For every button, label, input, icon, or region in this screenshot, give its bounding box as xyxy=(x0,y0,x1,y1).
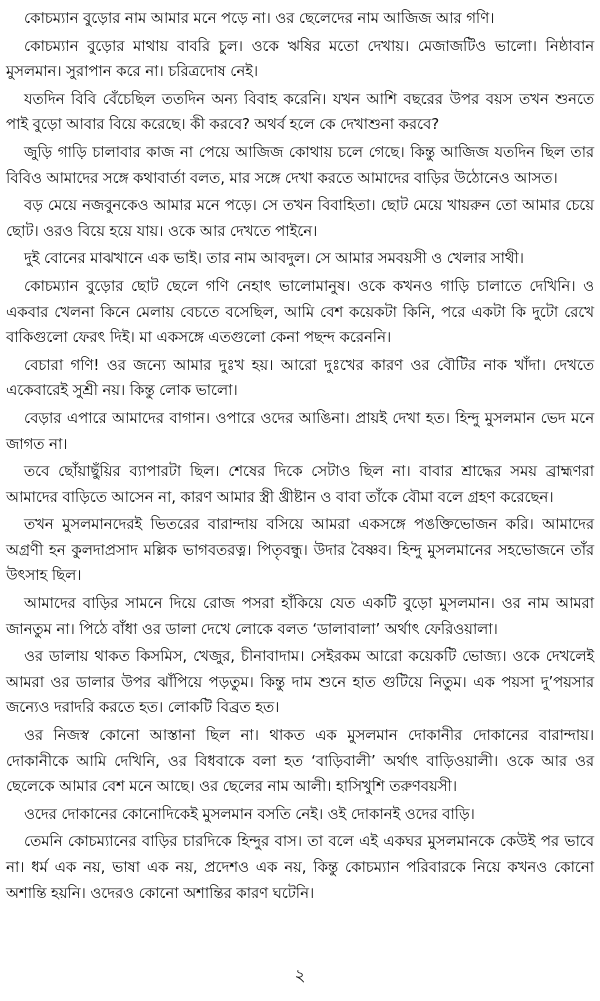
paragraph-1: কোচম্যান বুড়োর নাম আমার মনে পড়ে না। ওর ছেলেদের নাম আজিজ আর গণি। xyxy=(24,9,495,27)
paragraph-7: কোচম্যান বুড়োর ছোট ছেলে গণি নেহাৎ ভালোমানুষ। ওকে কখনও গাড়ি চালাতে দেখিনি। ও একবার খেলনা কিনে মেলায় বেচতে বসেছিল, আমি বেশ কয়েকটা কিনি, পরে একটা কি দুটো রেখে বাকিগুলো ফেরৎ দিই। মা একসঙ্গে এতগুলো কেনা পছন্দ করেননি। xyxy=(6,276,594,347)
paragraph-13: ওর ডালায় থাকত কিসমিস, খেজুর, চীনাবাদাম। সেইরকম আরো কয়েকটি ভোজ্য। ওকে দেখলেই আমরা ওর ডালার উপর ঝাঁপিয়ে পড়তুম। কিন্তু দাম শুনে হাত গুটিয়ে নিতুম। এক পয়সা দু’পয়সার জন্যেও দরাদরি করতে হত। লোকটি বিব্রত হত। xyxy=(6,647,594,717)
paragraph-2: কোচম্যান বুড়োর মাথায় বাবরি চুল। ওকে ঋষির মতো দেখায়। মেজাজটিও ভালো। নিষ্ঠাবান মুসলমান। সুরাপান করে না। চরিত্রদোষ নেই। xyxy=(6,36,594,81)
paragraph-16: তেমনি কোচম্যানের বাড়ির চারদিকে হিন্দুর বাস। তা বলে এই একঘর মুসলমানকে কেউই পর ভাবে না। ধর্ম এক নয়, ভাষা এক নয়, প্রদেশও এক নয়, কিন্তু কোচম্যান পরিবারকে নিয়ে কখনও কোনো অশান্তি হয়নি। ওদেরও কোনো অশান্তির কারণ ঘটেনি। xyxy=(6,832,594,902)
paragraph-5: বড় মেয়ে নজবুনকেও আমার মনে পড়ে। সে তখন বিবাহিতা। ছোট মেয়ে খায়রুন তো আমার চেয়ে ছোট। ওরও বিয়ে হয়ে যায়। ওকে আর দেখতে পাইনে। xyxy=(6,196,594,240)
body-text xyxy=(6,6,594,906)
paragraph-12: আমাদের বাড়ির সামনে দিয়ে রোজ পসরা হাঁকিয়ে যেত একটি বুড়ো মুসলমান। ওর নাম আমরা জানতুম না। পিঠে বাঁধা ওর ডালা দেখে লোকে বলত ‘ডালাবালা’ অর্থাৎ ফেরিওয়ালা। xyxy=(6,594,594,638)
paragraph-10: তবে ছোঁয়াছুঁয়ির ব্যাপারটা ছিল। শেষের দিকে সেটাও ছিল না। বাবার শ্রাদ্ধের সময় ব্রাহ্মণরা আমাদের বাড়িতে আসেন না, কারণ আমার স্ত্রী খ্রীষ্টান ও বাবা তাঁকে বৌমা বলে গ্রহণ করেছেন। xyxy=(6,462,594,506)
paragraph-3: যতদিন বিবি বেঁচেছিল ততদিন অন্য বিবাহ করেনি। যখন আশি বছরের উপর বয়স তখন শুনতে পাই বুড়ো আবার বিয়ে করেছে। কী করবে? অথর্ব হলে কে দেখাশুনা করবে? xyxy=(6,89,594,134)
paragraph-9: বেড়ার এপারে আমাদের বাগান। ওপারে ওদের আঙিনা। প্রায়ই দেখা হত। হিন্দু মুসলমান ভেদ মনে জাগত না। xyxy=(6,408,594,453)
paragraph-4: জুড়ি গাড়ি চালাবার কাজ না পেয়ে আজিজ কোথায় চলে গেছে। কিন্তু আজিজ যতদিন ছিল তার বিবিও আমাদের সঙ্গে কথাবার্তা বলত, মার সঙ্গে দেখা করতে আমাদের বাড়ির উঠোনেও আসত। xyxy=(6,142,594,187)
paragraph-14: ওর নিজস্ব কোনো আস্তানা ছিল না। থাকত এক মুসলমান দোকানীর দোকানের বারান্দায়। দোকানীকে আমি দেখিনি, ওর বিধবাকে বলা হত ‘বাড়িবালী’ অর্থাৎ বাড়িওয়ালী। ওকে আর ওর ছেলেকে আমার বেশ মনে আছে। ওর ছেলের নাম আলী। হাসিখুশি তরুণবয়সী। xyxy=(6,726,594,796)
paragraph-8: বেচারা গণি! ওর জন্যে আমার দুঃখ হয়। আরো দুঃখের কারণ ওর বৌটির নাক খাঁদা। দেখতে একেবারেই সুশ্রী নয়। কিন্তু লোক ভালো। xyxy=(6,355,594,400)
page-number: ২ xyxy=(294,966,306,986)
paragraph-15: ওদের দোকানের কোনোদিকেই মুসলমান বসতি নেই। ওই দোকানই ওদের বাড়ি। xyxy=(24,804,475,823)
paragraph-6: দুই বোনের মাঝখানে এক ভাই। তার নাম আবদুল। সে আমার সমবয়সী ও খেলার সাথী। xyxy=(24,249,524,268)
paragraph-11: তখন মুসলমানদেরই ভিতরের বারান্দায় বসিয়ে আমরা একসঙ্গে পঙক্তিভোজন করি। আমাদের অগ্রণী হন কুলদাপ্রসাদ মল্লিক ভাগবতরত্ন। পিতৃবন্ধু। উদার বৈষ্ণব। হিন্দু মুসলমানের সহভোজনে তাঁর উৎসাহ ছিল। xyxy=(6,515,594,585)
